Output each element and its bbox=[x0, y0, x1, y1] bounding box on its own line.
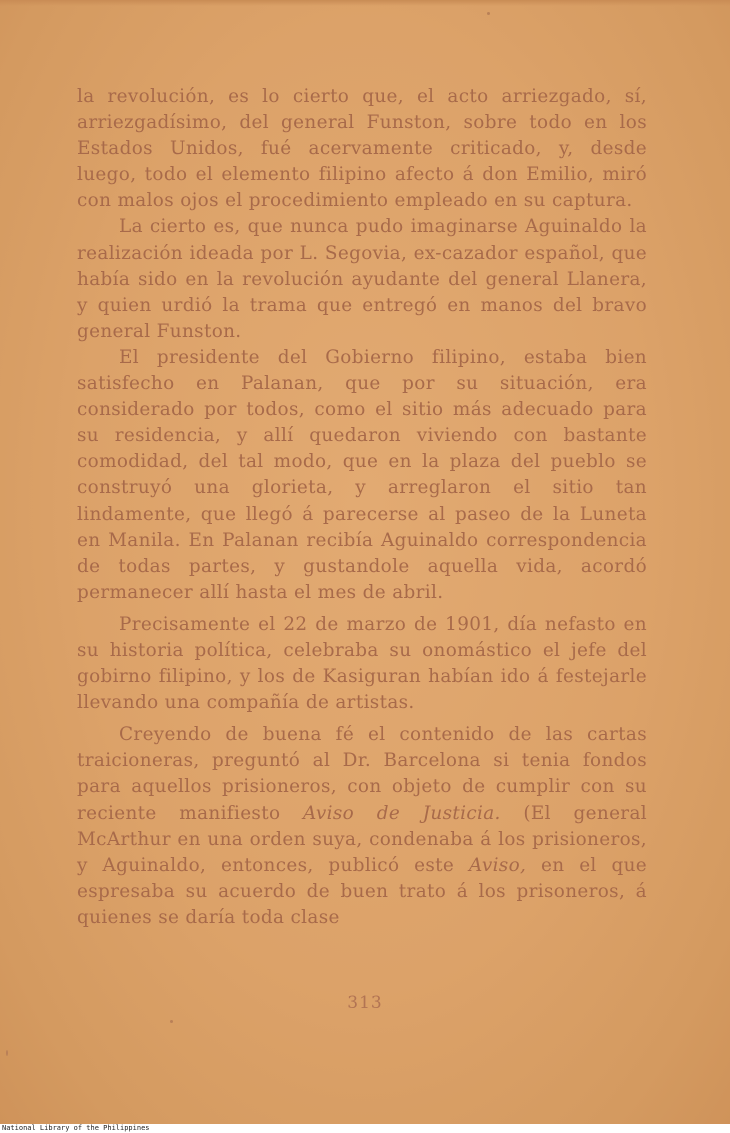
paragraph-4: Precisamente el 22 de marzo de 1901, día nefasto en su historia política, celebraba su onomástico el jefe del gobirno filipino, y los de Kasiguran habían ido á festejarle llevando una compañía de artistas. bbox=[77, 613, 647, 714]
paragraph-5-text-end: en el que espresaba su acuerdo de buen trato á los prisoneros, á quienes se daría toda clase bbox=[77, 854, 647, 928]
paragraph-5 bbox=[77, 722, 647, 931]
page-edge-shadow bbox=[0, 0, 730, 6]
library-credit: National Library of the Philippines bbox=[2, 1124, 150, 1132]
body-text bbox=[77, 84, 647, 931]
paragraph-2: La cierto es, que nunca pudo imaginarse Aguinaldo la realización ideada por L. Segovia, ex-cazador español, que había sido en la revolución ayudante del general Llanera, y quien urdió la trama que entregó en manos del bravo general Funston. bbox=[77, 216, 647, 342]
italic-title-aviso: Aviso, bbox=[468, 854, 527, 876]
page-number: 313 bbox=[347, 993, 383, 1013]
paper-speck bbox=[6, 1050, 8, 1056]
paragraph-3: El presidente del Gobierno filipino, estaba bien satisfecho en Palanan, que por su situación, era considerado por todos, como el sitio más adecuado para su residencia, y allí quedaron viviendo con bastante comodidad, del tal modo, que en la plaza del pueblo se construyó una glorieta, y arreglaron el sitio tan lindamente, que llegó á parecerse al paseo de la Luneta en Manila. En Palanan recibía Aguinaldo correspondencia de todas partes, y gustandole aquella vida, acordó permanecer allí hasta el mes de abril. bbox=[77, 346, 647, 603]
paragraph-5-text-middle: (El general McArthur en una orden suya, condenaba á los prisioneros, y Aguinaldo, entonces, publicó este bbox=[77, 802, 647, 876]
paragraph-5-text-start: Creyendo de buena fé el contenido de las cartas traicioneras, preguntó al Dr. Barcelona si tenia fondos para aquellos prisioneros, con objeto de cumplir con su reciente manifiesto bbox=[77, 724, 647, 824]
italic-title-aviso-de-justicia: Aviso de Justicia. bbox=[303, 802, 501, 824]
paper-speck bbox=[487, 12, 490, 15]
paragraph-1: la revolución, es lo cierto que, el acto arriezgado, sí, arriezgadísimo, del general Funston, sobre todo en los Estados Unidos, fué acervamente criticado, y, desde luego, todo el elemento filipino afecto á don Emilio, miró con malos ojos el procedimiento empleado en su captura. bbox=[77, 86, 647, 212]
paper-speck bbox=[170, 1020, 173, 1023]
